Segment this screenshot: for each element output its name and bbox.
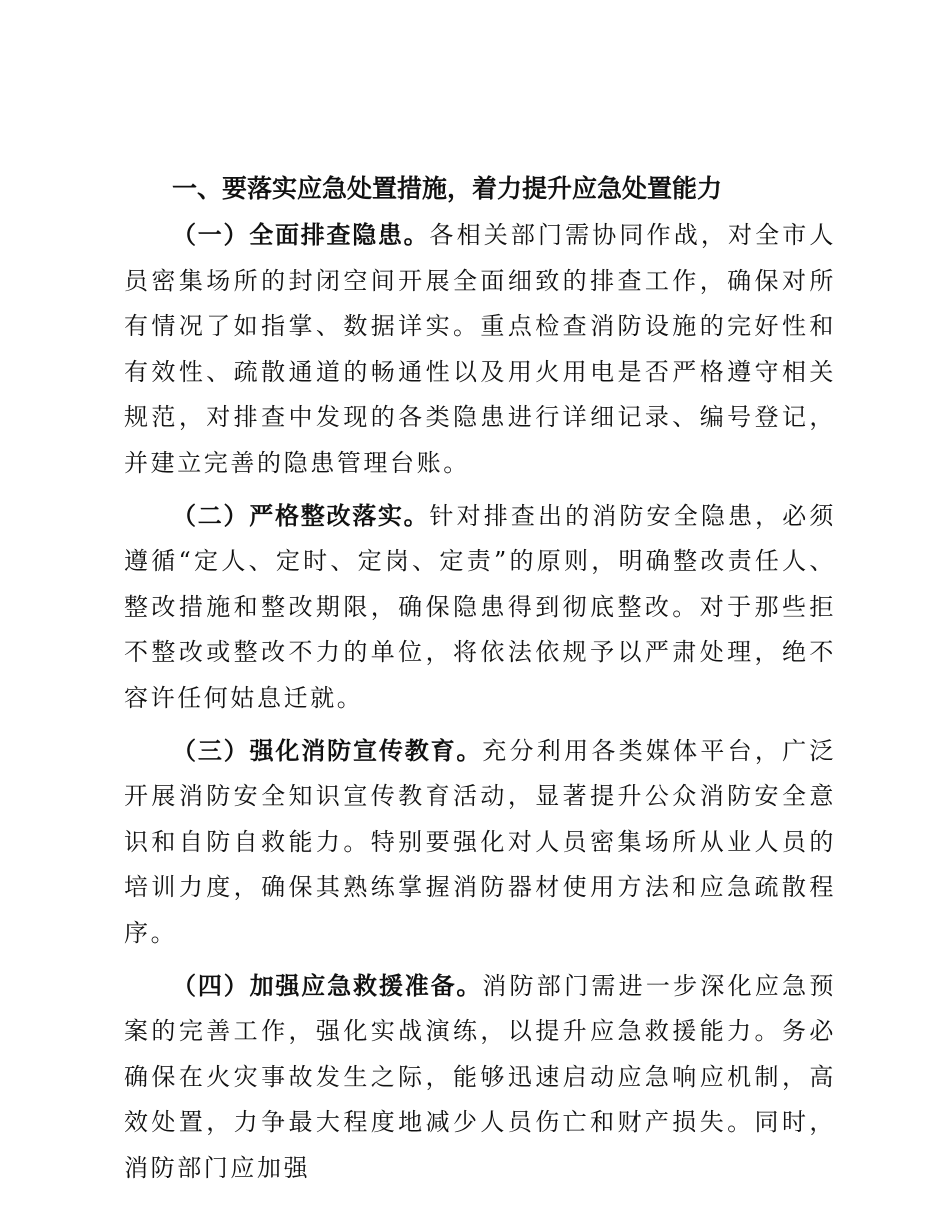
paragraph-3-body: 充分利用各类媒体平台，广泛开展消防安全知识宣传教育活动，显著提升公众消防安全意识和自防自救能力。特别要强化对人员密集场所从业人员的培训力度，确保其熟练掌握消防器材使用方法和应急疏散程序。 xyxy=(124,736,836,947)
paragraph-4-body: 消防部门需进一步深化应急预案的完善工作，强化实战演练，以提升应急救援能力。务必确保在火灾事故发生之际，能够迅速启动应急响应机制，高效处置，力争最大程度地减少人员伤亡和财产损失。同时，消防部门应加强 xyxy=(124,971,836,1182)
paragraph-2-lead: （二）严格整改落实。 xyxy=(172,501,430,530)
paragraph-2 xyxy=(124,494,836,722)
paragraph-1-body: 各相关部门需协同作战，对全市人员密集场所的封闭空间开展全面细致的排查工作，确保对所有情况了如指掌、数据详实。重点检查消防设施的完好性和有效性、疏散通道的畅通性以及用火用电是否严格遵守相关规范，对排查中发现的各类隐患进行详细记录、编号登记，并建立完善的隐患管理台账。 xyxy=(124,221,837,477)
paragraph-3-lead: （三）强化消防宣传教育。 xyxy=(172,736,483,765)
document-page xyxy=(124,168,836,1198)
paragraph-3 xyxy=(124,729,836,957)
paragraph-4-lead: （四）加强应急救援准备。 xyxy=(172,971,483,1000)
paragraph-1 xyxy=(124,213,836,487)
paragraph-2-body: 针对排查出的消防安全隐患，必须遵循“定人、定时、定岗、定责”的原则，明确整改责任人、整改措施和整改期限，确保隐患得到彻底整改。对于那些拒不整改或整改不力的单位，将依法依规予以严肃处理，绝不容许任何姑息迁就。 xyxy=(124,501,837,712)
section-heading: 一、要落实应急处置措施，着力提升应急处置能力 xyxy=(172,174,723,203)
paragraph-4 xyxy=(124,964,836,1192)
paragraph-1-lead: （一）全面排查隐患。 xyxy=(172,221,430,249)
